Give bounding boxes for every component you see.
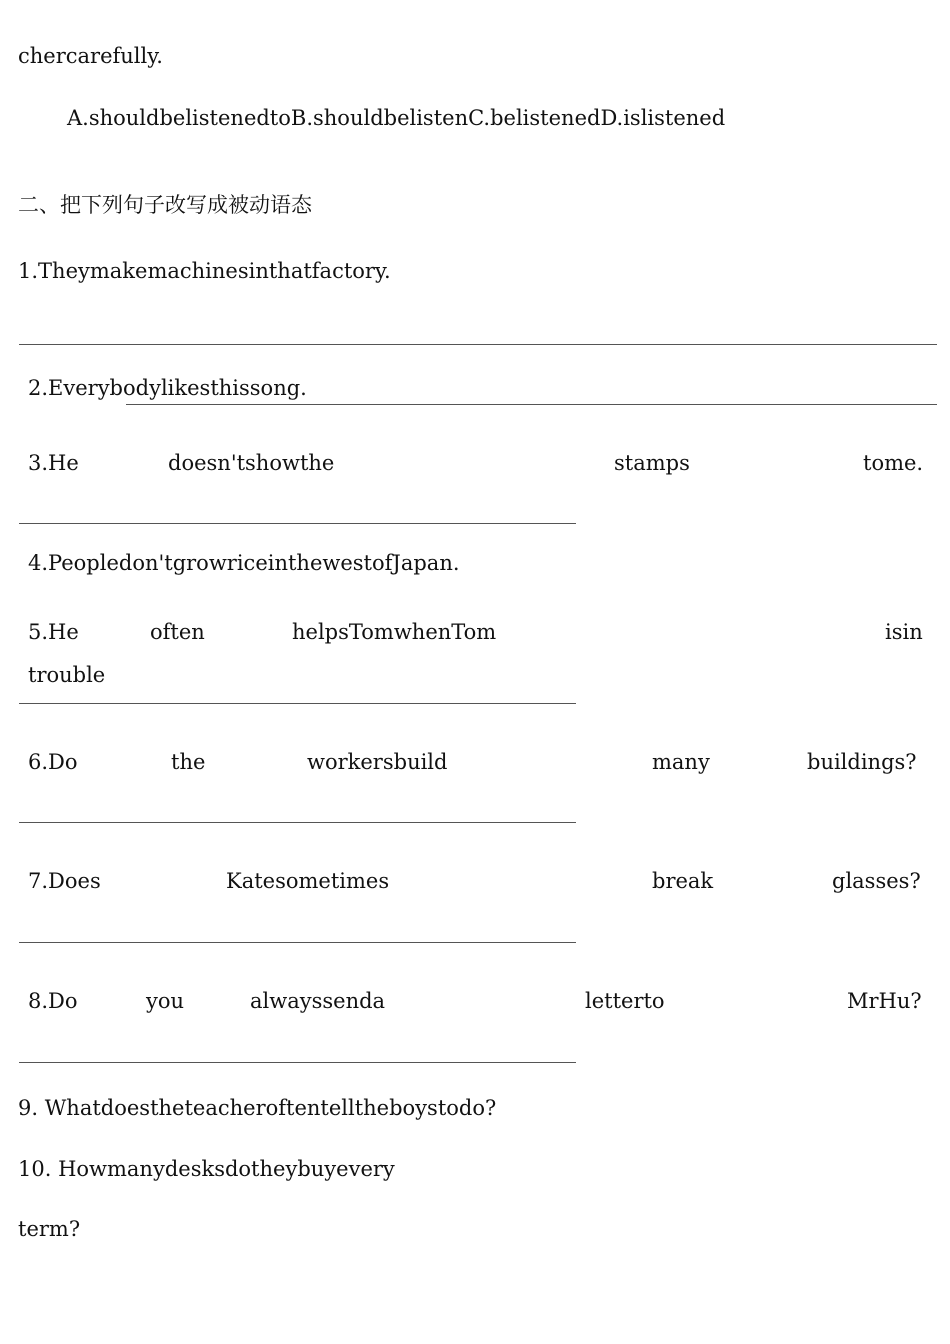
question-3-word: stamps bbox=[614, 451, 690, 475]
question-8-word: letterto bbox=[585, 989, 665, 1013]
question-7-word: 7.Does bbox=[28, 869, 101, 893]
question-2: 2.Everybodylikesthissong. bbox=[28, 376, 307, 400]
question-8-word: 8.Do bbox=[28, 989, 78, 1013]
answer-line-2[interactable] bbox=[126, 404, 937, 405]
question-6-word: many bbox=[652, 750, 710, 774]
question-3-word: tome. bbox=[863, 451, 924, 475]
question-8-word: you bbox=[146, 989, 185, 1013]
question-5-word: often bbox=[150, 620, 205, 644]
question-6-word: 6.Do bbox=[28, 750, 78, 774]
answer-line-1[interactable] bbox=[19, 344, 937, 345]
question-8-word: alwayssenda bbox=[250, 989, 386, 1013]
question-6-word: the bbox=[171, 750, 206, 774]
answer-line-8[interactable] bbox=[19, 1062, 576, 1063]
previous-question-continuation: chercarefully. bbox=[18, 44, 163, 68]
question-5-word: isin bbox=[885, 620, 923, 644]
answer-line-3[interactable] bbox=[19, 523, 576, 524]
question-3-word: doesn'tshowthe bbox=[168, 451, 335, 475]
answer-options: A.shouldbelistenedtoB.shouldbelistenC.belistenedD.islistened bbox=[67, 106, 726, 130]
answer-line-6[interactable] bbox=[19, 822, 576, 823]
question-5-word: helpsTomwhenTom bbox=[292, 620, 497, 644]
question-5-word: trouble bbox=[28, 663, 106, 687]
question-6-word: buildings? bbox=[807, 750, 917, 774]
question-7-word: glasses? bbox=[832, 869, 921, 893]
question-4: 4.Peopledon'tgrowriceinthewestofJapan. bbox=[28, 551, 460, 575]
question-6-word: workersbuild bbox=[307, 750, 448, 774]
question-1: 1.Theymakemachinesinthatfactory. bbox=[18, 259, 391, 283]
question-10-continuation: term? bbox=[18, 1217, 81, 1241]
question-3-word: 3.He bbox=[28, 451, 79, 475]
question-5-word: 5.He bbox=[28, 620, 79, 644]
section-title: 二、把下列句子改写成被动语态 bbox=[18, 193, 312, 217]
question-7-word: break bbox=[652, 869, 714, 893]
question-8-word: MrHu? bbox=[847, 989, 922, 1013]
answer-line-7[interactable] bbox=[19, 942, 576, 943]
answer-line-5[interactable] bbox=[19, 703, 576, 704]
question-7-word: Katesometimes bbox=[226, 869, 390, 893]
question-9: 9. Whatdoestheteacheroftentelltheboystodo? bbox=[18, 1096, 497, 1120]
question-10: 10. Howmanydesksdotheybuyevery bbox=[18, 1157, 395, 1181]
